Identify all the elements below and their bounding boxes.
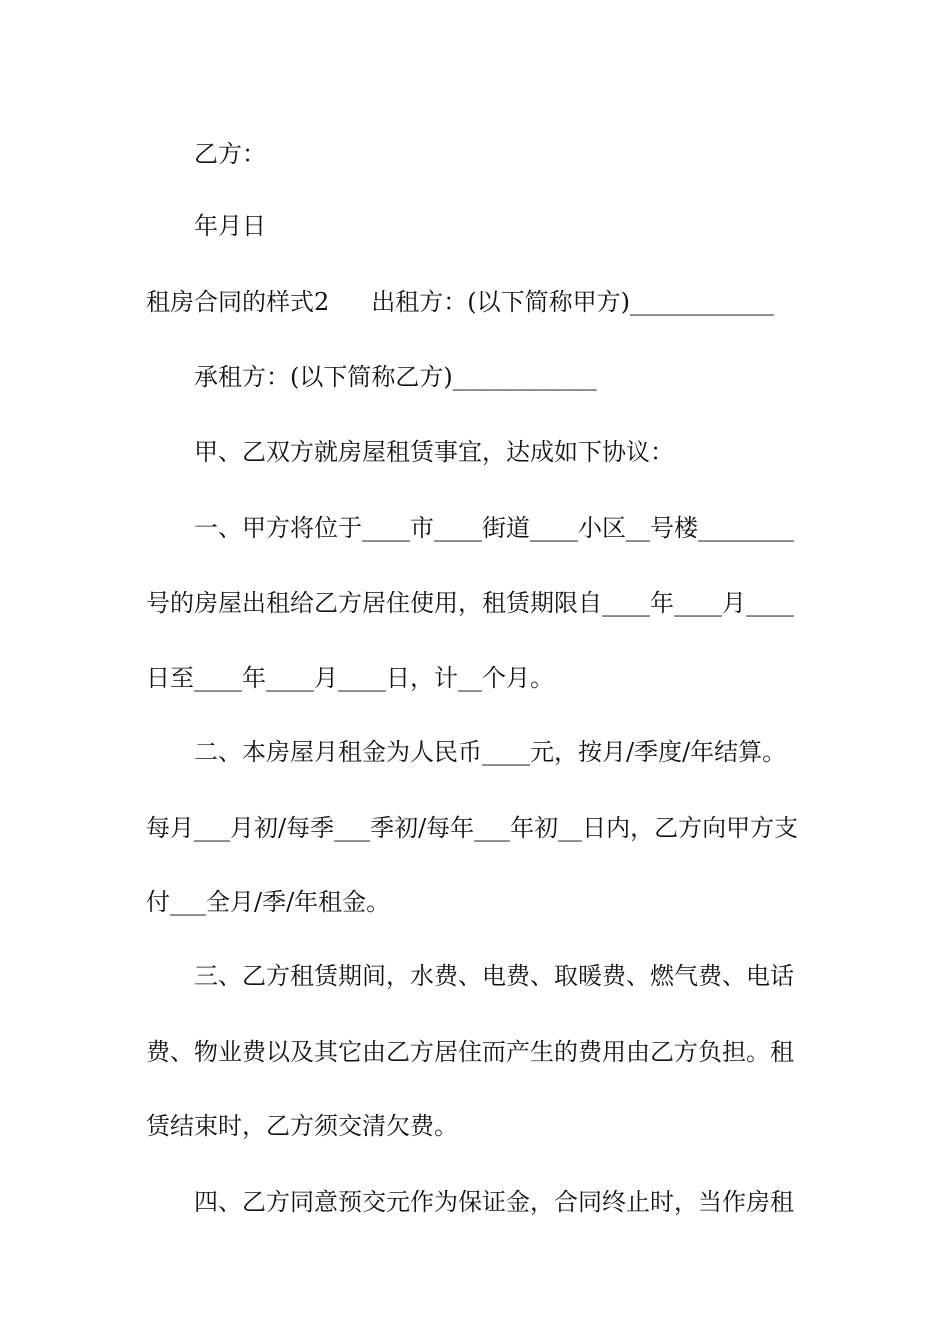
- clause-2-text-3: 付___全月/季/年租金。: [146, 888, 391, 916]
- date-line: [194, 208, 808, 244]
- clause-3-text-3: 赁结束时，乙方须交清欠费。: [146, 1112, 458, 1140]
- date-label: 年月日: [194, 212, 266, 240]
- clause-1-line-3: [146, 660, 808, 696]
- agreement-intro-text: 甲、乙双方就房屋租赁事宜，达成如下协议：: [194, 438, 674, 466]
- clause-2-line-1: [194, 734, 808, 770]
- clause-2-text-2: 每月___月初/每季___季初/每年___年初__日内，乙方向甲方支: [146, 814, 799, 842]
- clause-2-text-1: 二、本房屋月租金为人民币____元，按月/季度/年结算。: [194, 738, 787, 766]
- contract-title: 租房合同的样式2: [146, 288, 330, 316]
- clause-3-line-3: [146, 1108, 808, 1144]
- party-b-label: 乙方：: [194, 140, 266, 168]
- clause-1-text-3: 日至____年____月____日，计__个月。: [146, 664, 554, 692]
- lessee-text: 承租方：(以下简称乙方)____________: [194, 363, 597, 391]
- clause-1-text-2: 号的房屋出租给乙方居住使用，租赁期限自____年____月____: [146, 589, 794, 617]
- clause-1-line-2: [146, 585, 808, 621]
- clause-4-text-1: 四、乙方同意预交元作为保证金，合同终止时，当作房租: [194, 1188, 794, 1216]
- clause-2-line-2: [146, 810, 808, 846]
- clause-4-line-1: [194, 1184, 808, 1220]
- lessee-line: [194, 359, 808, 395]
- clause-3-text-1: 三、乙方租赁期间，水费、电费、取暖费、燃气费、电话: [194, 962, 794, 990]
- lessor-line: 出租方：(以下简称甲方)____________: [371, 288, 775, 316]
- clause-3-line-1: [194, 958, 808, 994]
- clause-1-text-1: 一、甲方将位于____市____街道____小区__号楼________: [194, 514, 794, 542]
- clause-2-line-3: [146, 884, 808, 920]
- clause-1-line-1: [194, 510, 808, 546]
- agreement-intro: [194, 434, 808, 470]
- clause-3-text-2: 费、物业费以及其它由乙方居住而产生的费用由乙方负担。租: [146, 1038, 794, 1066]
- contract-title-line: [146, 284, 808, 320]
- clause-3-line-2: [146, 1034, 808, 1070]
- party-b-line: [194, 136, 808, 172]
